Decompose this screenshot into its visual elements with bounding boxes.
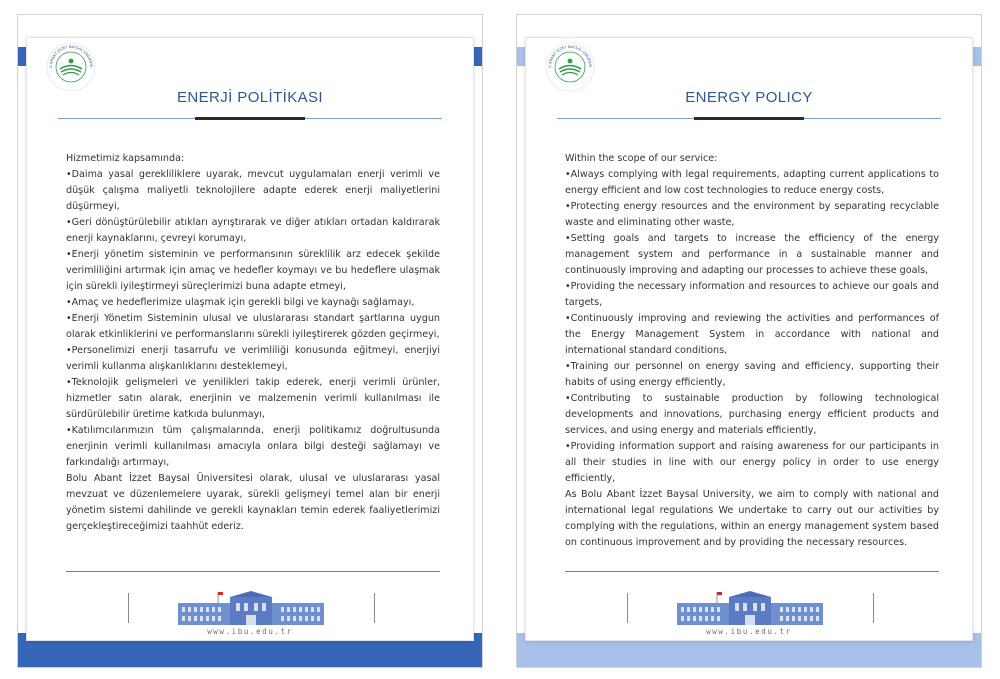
footer-divider <box>565 571 939 572</box>
university-seal-logo <box>46 42 96 92</box>
policy-paragraph: •Amaç ve hedeflerimize ulaşmak için gerekli bilgi ve kaynağı sağlamayı, <box>66 297 415 308</box>
page-title: ENERJİ POLİTİKASI <box>176 89 323 106</box>
footer-bar-left <box>627 593 628 623</box>
policy-paragraph: •Training our personnel on energy saving and efficiency, supporting their habits of using energy efficiently, <box>565 361 939 388</box>
policy-paragraph: Hizmetimiz kapsamında: <box>66 153 185 164</box>
seal-text: U ABANT İZZET BAYSAL ÜNİVERSİ <box>547 44 593 69</box>
policy-paragraph: •Personelimizi enerji tasarrufu ve verimliliği konusunda eğitmeyi, enerjiyi verimli kullanma alışkanlıklarını desteklemeyi, <box>66 345 440 372</box>
policy-paragraph: •Setting goals and targets to increase the efficiency of the energy management system and performance in a sustainable manner and continuously improving and adapting our processes to achieve these goals, <box>565 233 939 276</box>
website-url: www.ibu.edu.tr <box>207 627 293 636</box>
footer-bar-right <box>374 593 375 623</box>
policy-paragraph: •Enerji Yönetim Sisteminin ulusal ve uluslararası standart şartlarına uygun olarak etkinliklerini ve performanslarını sürekli iyileştirerek gözden geçirmeyi, <box>66 313 440 340</box>
policy-paragraph: •Katılımcılarımızın tüm çalışmalarında, enerji politikamız doğrultusunda enerjinin verimli kullanılması amacıyla onlara bilgi desteği sağlamayı ve farkındalığı artırmayı, <box>66 425 440 468</box>
policy-paragraph: Bolu Abant İzzet Baysal Üniversitesi olarak, ulusal ve uluslararası yasal mevzuat ve düzenlemelere uyarak, sürekli gelişmeyi temel alan bir enerji yönetim sistemi dahilinde ve gerekli kaynakları temin ederek faaliyetlerimizi gerçekleştireceğimizi taahhüt ederiz. <box>66 473 440 532</box>
title-divider <box>58 118 442 119</box>
seal-text: U ABANT İZZET BAYSAL ÜNİVERSİ <box>48 44 94 69</box>
policy-paragraph: •Geri dönüştürülebilir atıkları ayrıştırarak ve diğer atıkları ortadan kaldırarak enerji kaynaklarını, çevreyi korumayı, <box>66 217 440 244</box>
title-divider <box>557 118 941 119</box>
policy-body <box>565 151 939 551</box>
campus-building-illustration <box>178 591 324 625</box>
policy-paragraph: •Protecting energy resources and the environment by separating recyclable waste and eliminating other waste, <box>565 201 939 228</box>
policy-page-english <box>516 14 982 668</box>
policy-paragraph: •Teknolojik gelişmeleri ve yenilikleri takip ederek, enerji verimli ürünler, hizmetler satın alarak, enerjinin ve malzemenin verimli kullanılması ile sürdürülebilir üretime katkıda bulunmayı, <box>66 377 440 420</box>
policy-paragraph: •Continuously improving and reviewing the activities and performances of the Energy Management System in accordance with national and international standard conditions, <box>565 313 939 356</box>
website-url: www.ibu.edu.tr <box>706 627 792 636</box>
policy-paragraph: As Bolu Abant İzzet Baysal University, we aim to comply with national and international legal regulations We undertake to carry out our activities by complying with the regulations, within an energy management system based on continuous improvement and by providing the necessary resources. <box>565 489 939 548</box>
policy-paragraph: •Enerji yönetim sisteminin ve performansının süreklilik arz edecek şekilde verimliliğini artırmak için amaç ve hedefler koymayı ve bu hedeflere ulaşmak için sürekli iyileştirmeyi süreçlerimizi buna adapte etmeyi, <box>66 249 440 292</box>
policy-paragraph: •Always complying with legal requirements, adapting current applications to energy efficient and low cost technologies to reduce energy costs, <box>565 169 939 196</box>
policy-page-turkish <box>17 14 483 668</box>
policy-body <box>66 151 440 535</box>
footer-divider <box>66 571 440 572</box>
footer-bar-right <box>873 593 874 623</box>
policy-paragraph: Within the scope of our service: <box>565 153 718 164</box>
policy-paragraph: •Providing the necessary information and resources to achieve our goals and targets, <box>565 281 939 308</box>
policy-paragraph: •Daima yasal gerekliliklere uyarak, mevcut uygulamaları enerji verimli ve düşük çalışma maliyetli teknolojilere adapte ederek enerji maliyetlerini düşürmeyi, <box>66 169 440 212</box>
university-seal-logo <box>545 42 595 92</box>
policy-paragraph: •Contributing to sustainable production by following technological developments and innovations, purchasing energy efficient products and services, and using energy and materials efficiently, <box>565 393 939 436</box>
policy-paragraph: •Providing information support and raising awareness for our participants in all their studies in line with our energy policy in order to use energy efficiently, <box>565 441 939 484</box>
page-title: ENERGY POLICY <box>685 89 813 106</box>
footer-bar-left <box>128 593 129 623</box>
campus-building-illustration <box>677 591 823 625</box>
